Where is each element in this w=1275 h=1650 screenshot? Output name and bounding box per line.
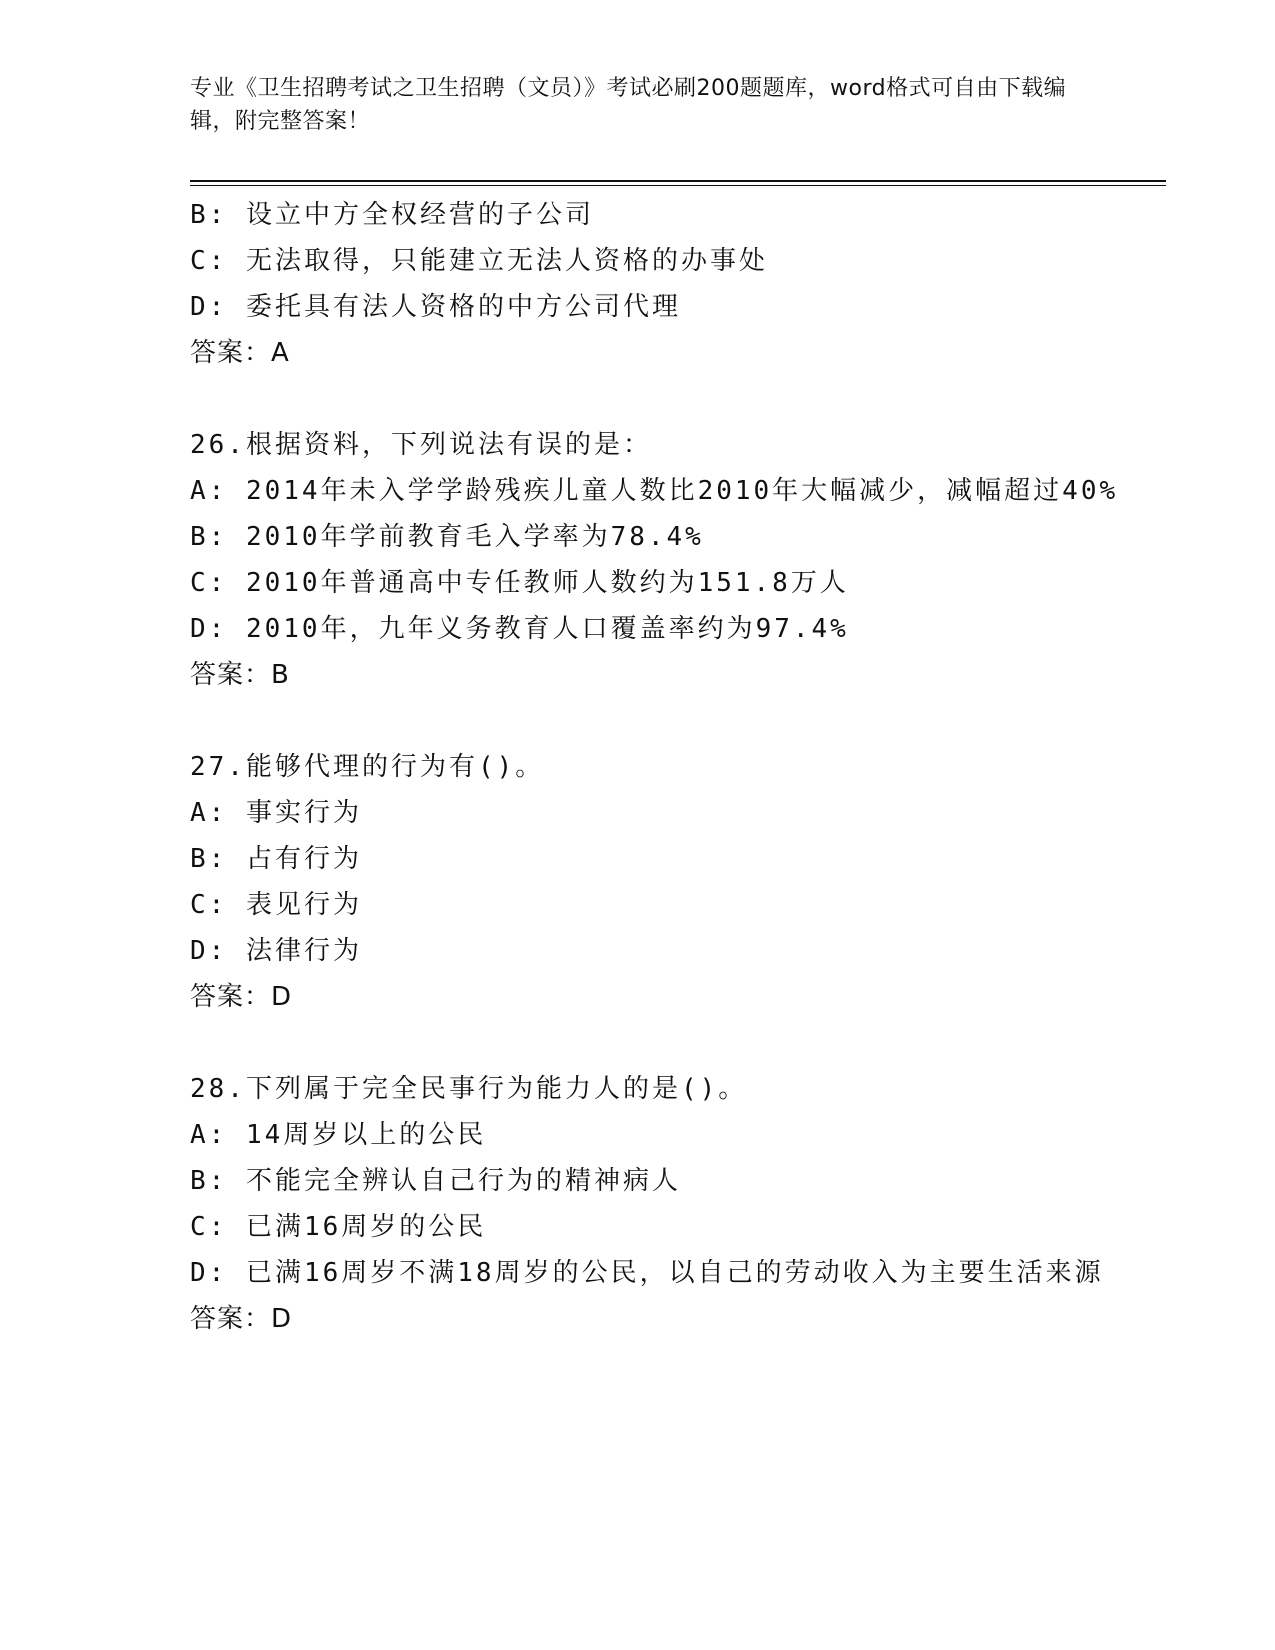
option-b: B: 设立中方全权经营的子公司 [190,200,594,230]
answer-line: 答案：D [190,982,293,1012]
option-b: B: 2010年学前教育毛入学率为78.4% [190,522,704,552]
option-a: A: 事实行为 [190,798,362,828]
answer-line: 答案：B [190,660,290,690]
option-d: D: 已满16周岁不满18周岁的公民，以自己的劳动收入为主要生活来源 [190,1258,1104,1288]
spacer [190,376,1130,422]
document-header-title: 专业《卫生招聘考试之卫生招聘（文员）》考试必刷200题题库，word格式可自由下载编辑，附完整答案！ [190,76,1067,134]
option-b: B: 不能完全辨认自己行为的精神病人 [190,1166,681,1196]
header-rule-thick [190,180,1166,182]
option-c: C: 表见行为 [190,890,362,920]
question-block-26 [190,422,1130,698]
option-c: C: 无法取得，只能建立无法人资格的办事处 [190,246,768,276]
option-d: D: 委托具有法人资格的中方公司代理 [190,292,681,322]
option-a: A: 14周岁以上的公民 [190,1120,487,1150]
spacer [190,1020,1130,1066]
question-block-27 [190,744,1130,1020]
option-d: D: 法律行为 [190,936,362,966]
option-c: C: 已满16周岁的公民 [190,1212,487,1242]
question-block-25 [190,192,1130,376]
option-d: D: 2010年，九年义务教育人口覆盖率约为97.4% [190,614,849,644]
question-stem: 27.能够代理的行为有()。 [190,752,545,782]
option-b: B: 占有行为 [190,844,362,874]
question-block-28 [190,1066,1130,1342]
spacer [190,698,1130,744]
answer-line: 答案：A [190,338,290,368]
question-stem: 26.根据资料，下列说法有误的是： [190,430,652,460]
answer-line: 答案：D [190,1304,293,1334]
option-a: A: 2014年未入学学龄残疾儿童人数比2010年大幅减少，减幅超过40% [190,476,1119,506]
question-list [190,192,1130,1342]
header-rule-thin [190,185,1166,186]
question-stem: 28.下列属于完全民事行为能力人的是()。 [190,1074,748,1104]
option-c: C: 2010年普通高中专任教师人数约为151.8万人 [190,568,849,598]
